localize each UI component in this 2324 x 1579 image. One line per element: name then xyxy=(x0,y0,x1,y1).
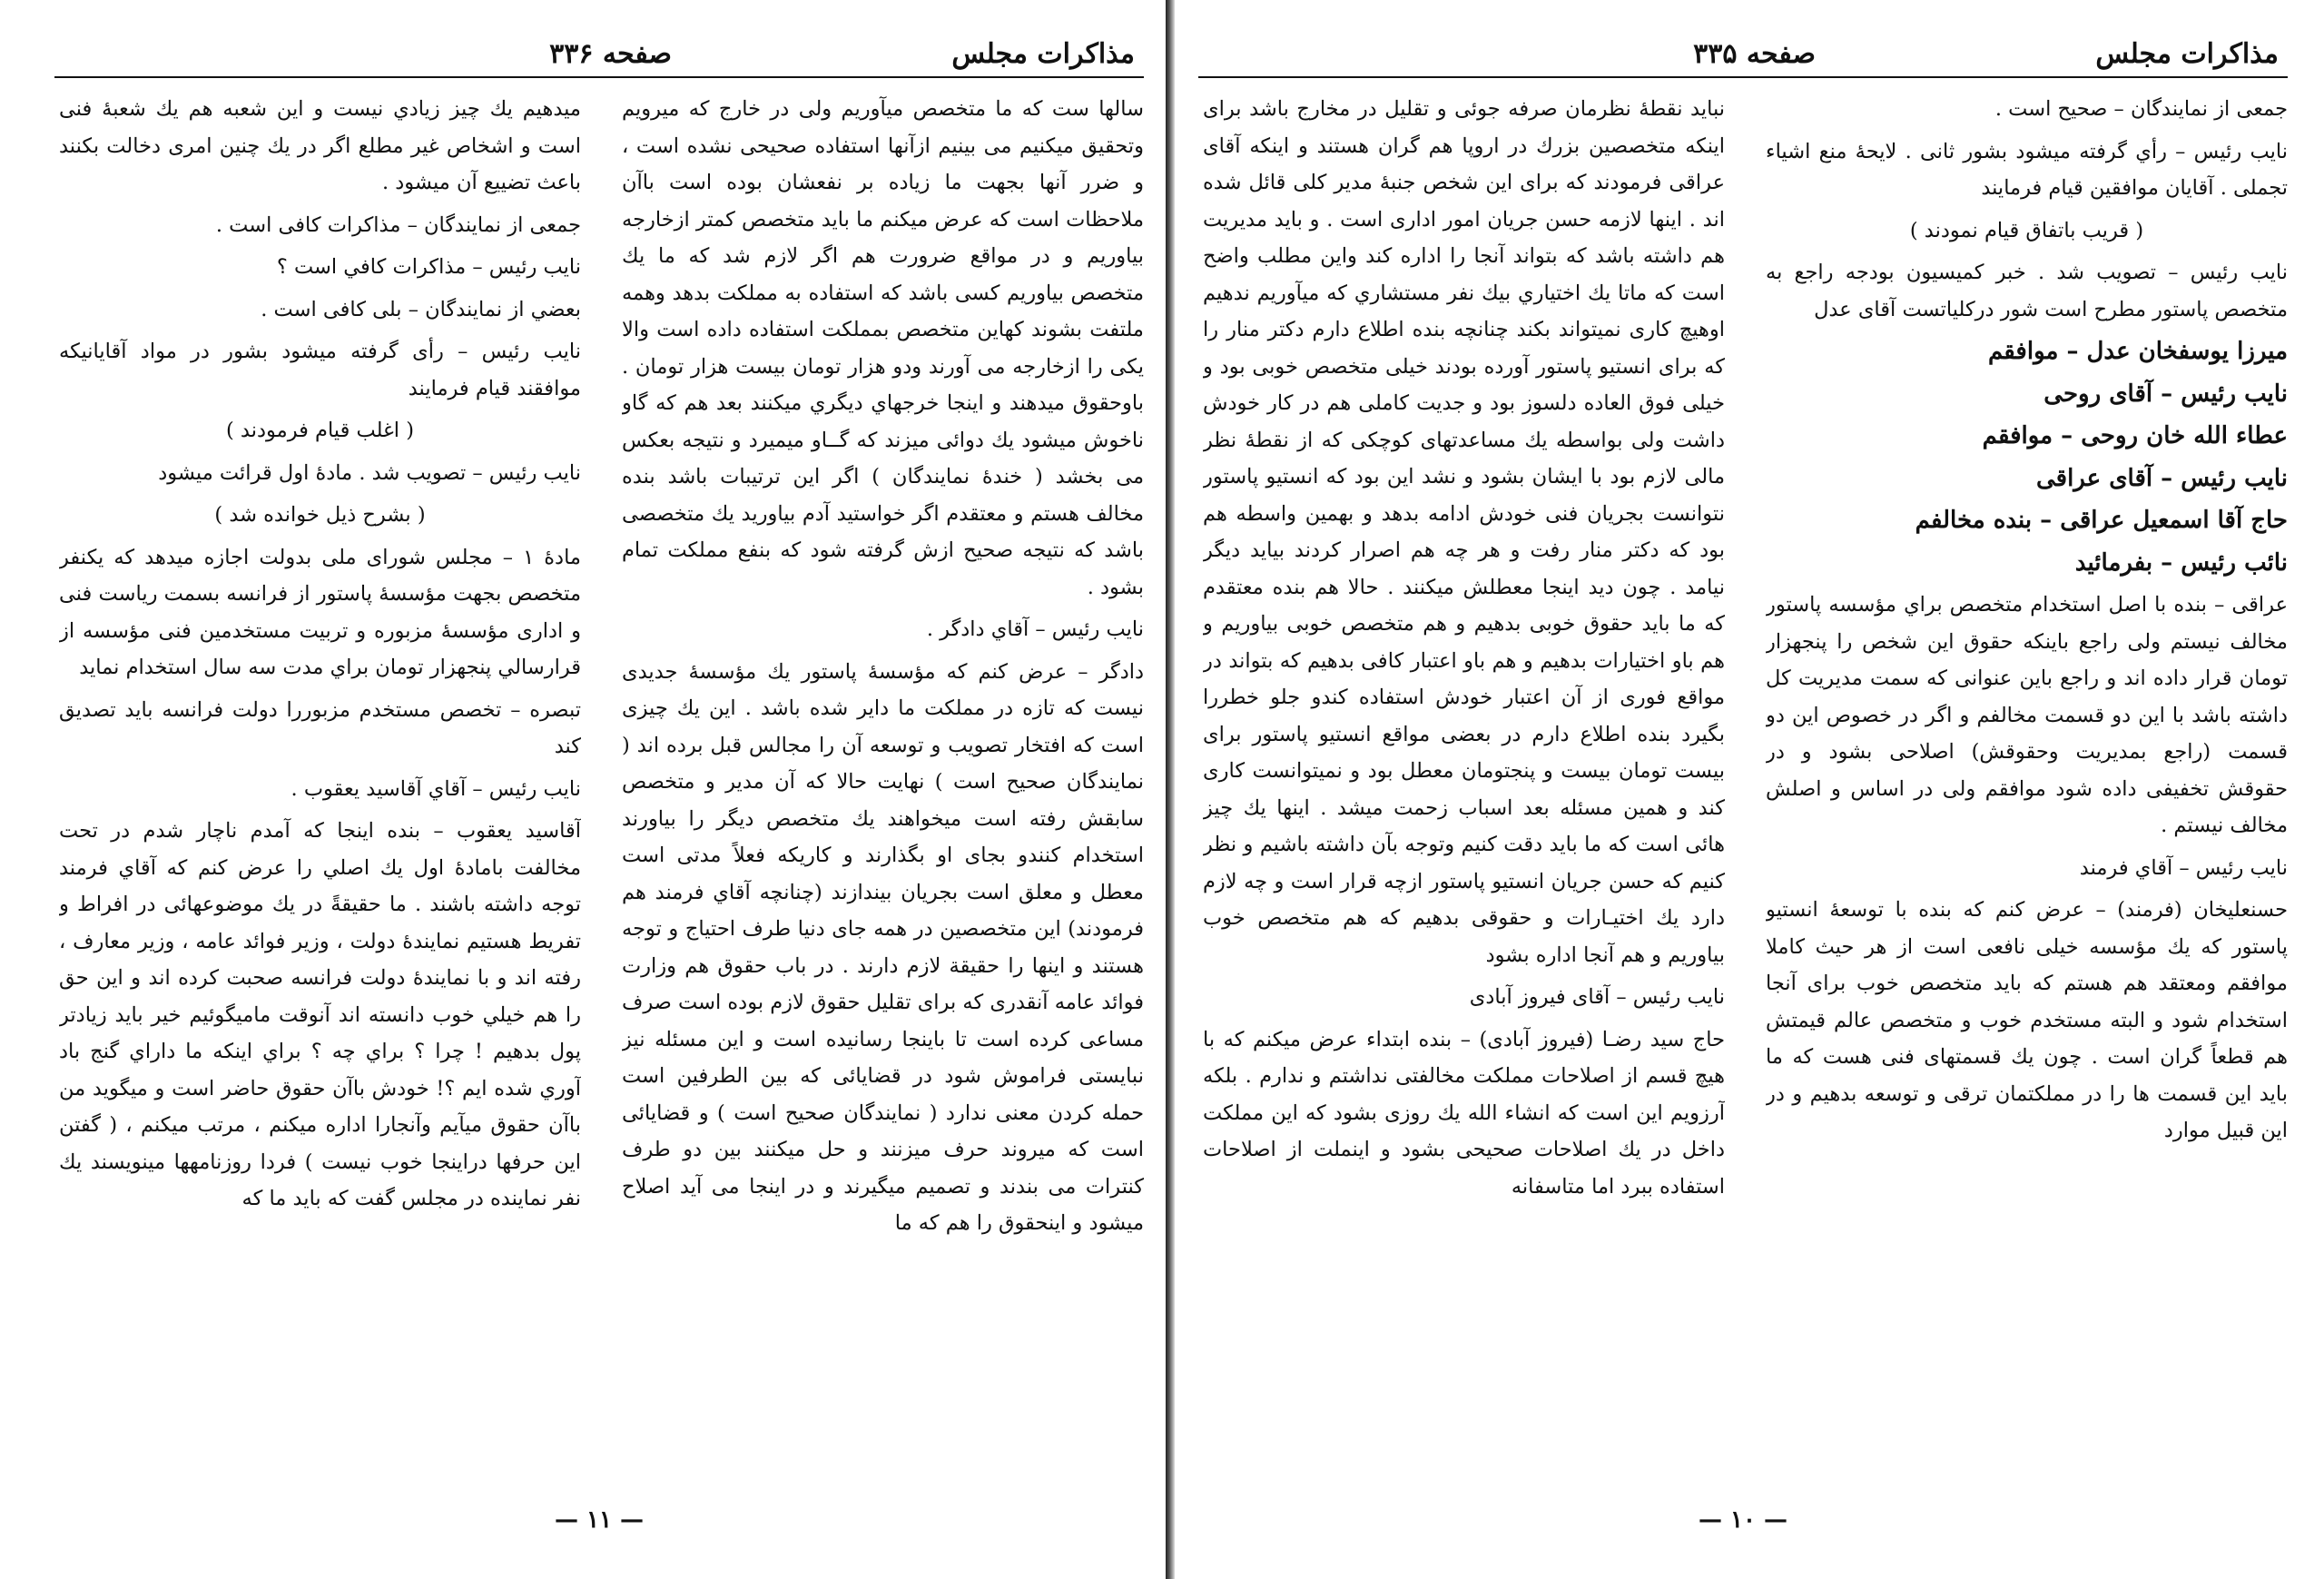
speaker-line: نایب رئیس – آقای روحی xyxy=(2043,380,2288,408)
paragraph: میدهیم یك چیز زیادي نیست و این شعبه هم یك شعبهٔ فنی است و اشخاص غیر مطلع اگر در یك چنین امری دخالت بکنند باعث تضییع آن میشود . xyxy=(59,97,581,194)
paragraph: نایب رئیس – مذاکرات کافي است ؟ xyxy=(276,255,581,279)
running-title: مذاکرات مجلس xyxy=(951,38,1135,70)
paragraph: آقاسید یعقوب – بنده اینجا که آمدم ناچار شدم در تحت مخالفت بامادهٔ اول یك اصلي را عرض کنم که آقاي فرمند توجه داشته باشند . ما حقیقةً در یك موضوعهائی در افراط و تفریط هستیم نمایندهٔ دولت ، وزیر فوائد عامه ، وزیر معارف ، رفته اند و با نمایندهٔ دولت فرانسه صحبت کرده اند و این حق را هم خیلي خوب دانسته اند آنوقت مامیگوئیم خیر باید زیادتر پول بدهیم ! چرا ؟ براي چه ؟ براي اینکه ما داراي گنج باد آوري شده ایم ؟! خودش باآن حقوق حاضر است و میگوید من باآن حقوق میآیم وآنجارا اداره میکنم ، مرتب میکنم ، ( گفتن این حرفها دراینجا خوب نیست ) فردا روزنامهها مینویسند یك نفر نماینده در مجلس گفت که باید ما که xyxy=(59,819,581,1210)
paragraph: بعضي از نمایندگان – بلی کافی است . xyxy=(261,297,581,321)
running-title: مذاکرات مجلس xyxy=(2095,38,2279,70)
speaker-line: نایب رئیس – آقای عراقی xyxy=(2035,464,2288,492)
speaker-line: میرزا یوسفخان عدل – موافقم xyxy=(1987,338,2288,365)
paragraph: نایب رئیس – آقاي فرمند xyxy=(2079,855,2288,880)
paragraph: حاج سید رضـا (فیروز آبادی) – بنده ابتداء عرض میکنم که با هیچ قسم از اصلاحات مملکت مخالفتی نداشتم و ندارم . بلکه آرزویم این است که انشاء الله یك روزی بشود که این مملکت داخل در یك اصلاحات صحیحی بشود و اینملت از اصلاحات استفاده ببرد اما متاسفانه xyxy=(1203,1027,1725,1199)
paragraph: نایب رئیس – آقاي دادگر . xyxy=(926,617,1144,641)
column-left xyxy=(1203,91,1725,1489)
paragraph: ( اغلب قیام فرمودند ) xyxy=(226,419,414,442)
paragraph: نایب رئیس – تصویب شد . مادهٔ اول قرائت میشود xyxy=(158,460,581,485)
column-right xyxy=(622,91,1144,1489)
page-header xyxy=(54,38,1144,78)
paragraph: نایب رئیس – آقای فیروز آبادی xyxy=(1469,985,1725,1009)
page-footer-number: — ۱۱ — xyxy=(554,1506,645,1534)
paragraph: نایب رئیس – آقاي آقاسید یعقوب . xyxy=(290,776,581,801)
paragraph: عراقی – بنده با اصل استخدام متخصص براي مؤسسه پاستور مخالف نیستم ولی راجع باینکه حقوق این شخص را پنجهزار تومان قرار داده اند و راجع باین عنوانی که سمت مدیریت کل داشته باشد با این دو قسمت مخالفم و اگر در خصوص این دو قسمت (راجع بمدیریت وحقوقش) اصلاحی بشود و در حقوقش تخفیفی داده شود موافقم ولی در اساس و اصلش مخالف نیستم . xyxy=(1766,593,2288,837)
column-left xyxy=(59,91,581,1489)
paragraph: جمعی از نمایندگان – صحیح است . xyxy=(1994,97,2288,121)
speaker-line: حاج آقا اسمعیل عراقی – بنده مخالفم xyxy=(1915,507,2288,534)
column-right xyxy=(1766,91,2288,1489)
paragraph: جمعی از نمایندگان – مذاکرات کافی است . xyxy=(215,212,581,237)
paragraph: نباید نقطهٔ نظرمان صرفه جوئی و تقلیل در مخارج باشد برای اینکه متخصصین بزرك در اروپا هم گران هستند و اینکه آقای عراقی فرمودند که برای این شخص جنبهٔ مدیر کلی قائل شده اند . اینها لازمه حسن جریان امور اداری است . و باید مدیریت هم داشته باشد که بتواند آنجا را اداره کند واین مطلب واضح است که ماتا یك اختیاري بیك نفر مستشاري که میآوریم ندهیم اوهیچ کاری نمیتواند بکند چنانچه بنده اطلاع دارم دکتر منار را که برای انستیو پاستور آورده بودند خیلی متخصص خوبی بود و خیلی فوق العاده دلسوز بود و جدیت کاملی هم در کار خودش داشت ولی بواسطه یك مساعدتهای کوچکی که از نقطهٔ نظر مالی لازم بود با ایشان بشود و نشد این بود که انستیو پاستور نتوانست بجریان فنی خودش ادامه بدهد و بهمین واسطه هم بود که دکتر منار رفت و هر چه هم اصرار کردند بیاید دیگر نیامد . چون دید اینجا معطلش میکنند . حالا هم بنده معتقدم که ما باید حقوق خوبی بدهیم و هم متخصص خوبی بیاوریم و هم باو اختیارات بدهیم و هم باو اعتبار کافی بدهیم که بتواند در مواقع فوری از آن اعتبار خودش استفاده کندو جلو خطررا بگیرد بنده اطلاع دارم در بعضی مواقع انستیو پاستور برای بیست تومان بیست و پنجتومان معطل بود و نمیتوانست کاری کند و همین مسئله بعد اسباب زحمت میشد . اینها یك چیز هائی است که ما باید دقت کنیم وتوجه بآن داشته باشیم و نظر کنیم که حسن جریان انستیو پاستور ازچه قرار است و چه لازم دارد یك اختیـارات و حقوقی بدهیم که هم متخصص خوب بیاوریم و هم آنجا اداره بشود xyxy=(1203,97,1725,967)
paragraph: دادگر – عرض کنم که مؤسسهٔ پاستور یك مؤسسهٔ جدیدی نیست که تازه در مملکت ما دایر شده باشد . این یك چیزی است که افتخار تصویب و توسعه آن را مجالس قبل برده اند ( نمایندگان صحیح است ) نهایت حالا که آن مدیر و متخصص سابقش رفته است میخواهند یك متخصص دیگر را بیاورند استخدام کنندو بجای او بگذارند و کاریکه فعلاً مدتی است معطل و معلق است بجریان بیندازند (چنانچه آقاي فرمند هم فرمودند) این متخصصین در همه جای دنیا طرف احتیاج و توجه هستند و اینها را حقیقة لازم دارند . در باب حقوق هم وزارت فوائد عامه آنقدری که برای تقلیل حقوق لازم بوده است صرف مساعی کرده است تا باینجا رسانیده است و این مسئله نیز نبایستی فراموش شود در قضایائی که بین الطرفین است حمله کردن معنی ندارد ( نمایندگان صحیح است ) و قضایائی است که میروند حرف میزنند و حل میکنند بین دو طرف کنترات می بندند و تصمیم میگیرند و در اینجا می آید اصلاح میشود و اینحقوق را هم که ما xyxy=(622,659,1144,1235)
paragraph: نایب رئیس – رأی گرفته میشود بشور در مواد آقایانیکه موافقند قیام فرمایند xyxy=(59,340,581,400)
paragraph: ( قریب باتفاق قیام نمودند ) xyxy=(1909,218,2144,242)
page-header xyxy=(1198,38,2288,78)
paragraph: تبصره – تخصص مستخدم مزبوررا دولت فرانسه باید تصدیق کند xyxy=(59,697,581,758)
speaker-line: عطاء الله خان روحی – موافقم xyxy=(1982,422,2288,449)
page-335 xyxy=(1180,0,2306,1579)
page-number-label: صفحه ۳۳۵ xyxy=(1693,38,1816,70)
paragraph: سالها ست که ما متخصص میآوریم ولی در خارج که میرویم وتحقیق میکنیم می بینیم ازآنها استفاده صحیحی نشده است ، و ضرر آنها بجهت ما زیاده بر نفعشان بوده است باآن ملاحظات است که عرض میکنم ما باید متخصص کمتر ازخارجه بیاوریم و در مواقع ضرورت هم اگر لازم شد که ما یك متخصص بیاوریم کسی باشد که استفاده به مملکت بدهد وهمه ملتفت بشوند کهاین متخصص بمملکت استفاده داده است والا یکی را ازخارجه می آورند ودو هزار تومان بیست هزار تومان . باوحقوق میدهند و اینجا خرجهاي دیگري میکنند بعد هم که گاو ناخوش میشود یك دوائی میزند که گــاو میمیرد و نتیجه بعکس می بخشد ( خندهٔ نمایندگان ) اگر این ترتیبات باشد بنده مخالف هستم و معتقدم اگر خواستید آدم بیاورید یك متخصصی باشد که نتیجه صحیح ازش گرفته شود که بنفع مملکت تمام بشود . xyxy=(622,97,1144,599)
paragraph: نایب رئیس – تصویب شد . خبر کمیسیون بودجه راجع به متخصص پاستور مطرح است شور درکلیاتست آقای عدل xyxy=(1766,261,2288,321)
book-gutter xyxy=(1166,0,1175,1579)
speaker-line: نائب رئیس – بفرمائید xyxy=(2074,548,2288,577)
page-number-label: صفحه ۳۳۶ xyxy=(549,38,672,70)
paragraph: حسنعلیخان (فرمند) – عرض کنم که بنده با توسعهٔ انستیو پاستور که یك مؤسسه خیلی نافعی است از هر حیث کاملا موافقم ومعتقد هم هستم که باید متخصص خوب برای آنجا استخدام شود و البته مستخدم خوب و متخصص عالم قیمتش هم قطعاً گران است . چون یك قسمتهای فنی هست که ما باید این قسمت ها را در مملکتمان ترقی و توسعه بدهیم و در این قبیل موارد xyxy=(1766,898,2288,1142)
paragraph: نایب رئیس – رأي گرفته میشود بشور ثانی . لایحهٔ منع اشیاء تجملی . آقایان موافقین قیام فرمایند xyxy=(1766,139,2288,200)
paragraph: ( بشرح ذیل خوانده شد ) xyxy=(214,503,426,527)
paragraph: مادهٔ ۱ – مجلس شورای ملی بدولت اجازه میدهد که یکنفر متخصص بجهت مؤسسهٔ پاستور از فرانسه بسمت ریاست فنی و اداری مؤسسهٔ مزبوره و تربیت مستخدمین فنی مؤسسه از قرارسالي پنجهزار تومان براي مدت سه سال استخدام نماید xyxy=(59,545,581,679)
page-336 xyxy=(36,0,1162,1579)
page-footer-number: — ۱۰ — xyxy=(1698,1506,1788,1534)
